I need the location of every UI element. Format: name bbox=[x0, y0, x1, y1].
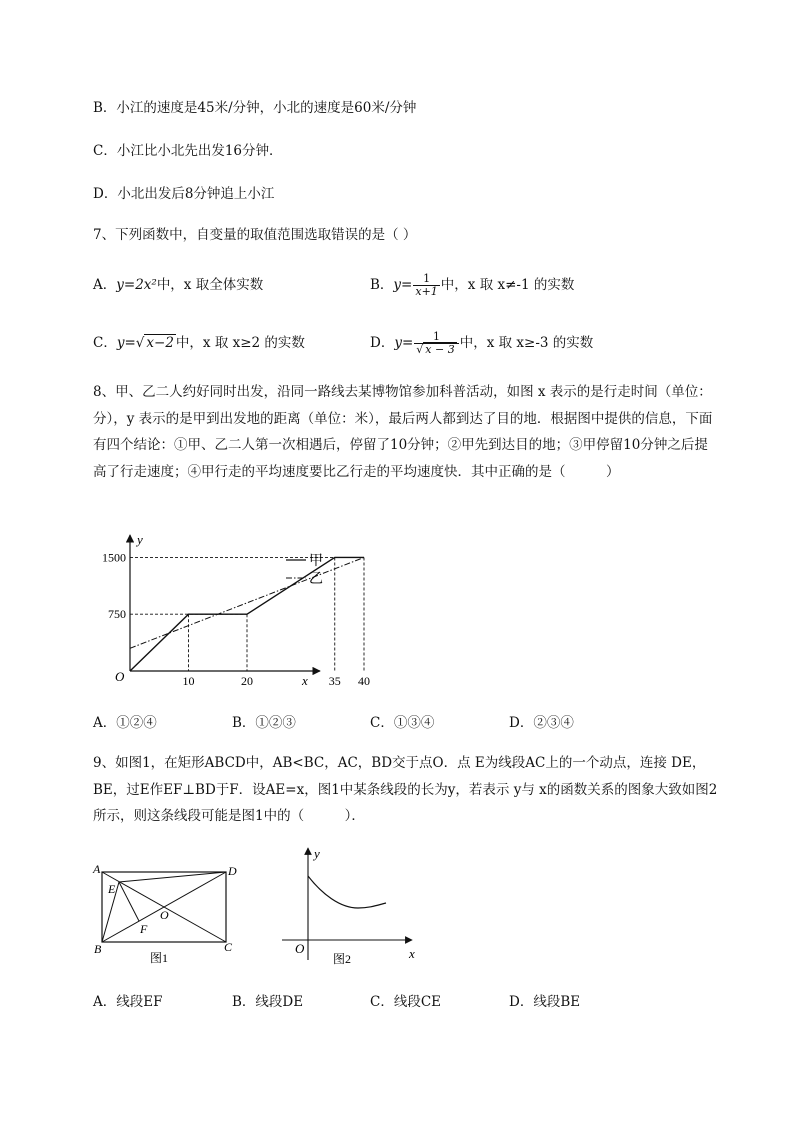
q8-y-tick-750: 750 bbox=[108, 607, 126, 622]
q6-option-d: D．小北出发后8分钟追上小江 bbox=[93, 186, 275, 202]
q7-d-num: 1 bbox=[414, 331, 458, 344]
q8-x-axis-label: x bbox=[302, 673, 308, 688]
q9-option-b: B．线段DE bbox=[232, 994, 304, 1010]
q9-option-c: C．线段CE bbox=[370, 994, 442, 1010]
q8-option-a: A．①②④ bbox=[93, 715, 157, 731]
q8-chart bbox=[90, 525, 370, 695]
q7-c-sqrt-sign: √ bbox=[135, 335, 145, 351]
q9-label-o: O bbox=[160, 908, 169, 922]
q9-figure-1 bbox=[88, 858, 248, 970]
q9-fig2-curve bbox=[308, 876, 386, 908]
q8-x-tick-20: 20 bbox=[241, 674, 253, 688]
q8-x-tick-35: 35 bbox=[328, 674, 341, 688]
q9-figure-2-caption: 图2 bbox=[333, 952, 352, 966]
q7-d-label: D． bbox=[370, 335, 395, 351]
q7-d-tail: 中，x 取 x≥-3 的实数 bbox=[459, 335, 594, 351]
q8-tick-labels bbox=[102, 550, 370, 688]
q7-b-y: y= bbox=[393, 277, 413, 293]
q9-label-a: A bbox=[93, 862, 101, 876]
q9-label-f: F bbox=[140, 922, 148, 936]
q7-a-expr: y=2x² bbox=[116, 277, 157, 293]
q7-a-label: A． bbox=[93, 277, 117, 293]
q8-legend bbox=[286, 553, 323, 587]
q7-d-sqrt-sign: √ bbox=[416, 343, 424, 356]
q9-option-d: D．线段BE bbox=[509, 994, 581, 1010]
q8-option-d: D．②③④ bbox=[509, 715, 574, 731]
q6-option-c: C．小江比小北先出发16分钟． bbox=[93, 143, 283, 159]
q7-option-b bbox=[370, 268, 574, 302]
q7-c-radicand: x−2 bbox=[146, 335, 174, 351]
q7-b-tail: 中，x 取 x≠-1 的实数 bbox=[440, 277, 575, 293]
q7-b-den: x+1 bbox=[415, 285, 438, 298]
q8-y-axis-label: y bbox=[137, 532, 143, 547]
q9-fig2-x-label: x bbox=[409, 946, 415, 961]
q7-option-d bbox=[370, 325, 593, 361]
q7-b-label: B． bbox=[370, 277, 394, 293]
q9-label-c: C bbox=[224, 940, 233, 954]
q8-option-c: C．①③④ bbox=[370, 715, 435, 731]
q7-option-a bbox=[93, 275, 263, 295]
q9-label-b: B bbox=[94, 942, 102, 956]
q8-x-tick-10: 10 bbox=[182, 674, 195, 688]
q9-stem: 9、如图1，在矩形ABCD中，AB<BC，AC，BD交于点O．点 E为线段AC上的一个动点，连接 DE，BE，过E作EF⊥BD于F．设AE=x，图1中某条线段的长为y，若表示 y与 x的函数关系的图象大致如图2所示，则这条线段可能是图1中的（ ）． bbox=[93, 755, 718, 824]
q9-label-e: E bbox=[108, 882, 116, 896]
q9-fig2-origin: O bbox=[295, 941, 305, 956]
q8-y-tick-1500: 1500 bbox=[102, 550, 126, 565]
q9-figure-2 bbox=[278, 842, 428, 967]
q7-b-fraction bbox=[413, 273, 439, 298]
q9-fig2-y-label: y bbox=[314, 846, 320, 861]
q7-a-tail: 中，x 取全体实数 bbox=[156, 277, 264, 293]
q8-origin-label: O bbox=[115, 669, 125, 684]
q9-segment-ef bbox=[119, 882, 139, 921]
q7-b-num: 1 bbox=[413, 273, 439, 286]
q8-legend-yi: 乙 bbox=[309, 572, 323, 587]
q6-option-b: B．小江的速度是45米/分钟，小北的速度是60米/分钟 bbox=[93, 100, 417, 116]
q9-option-a: A．线段EF bbox=[93, 994, 163, 1010]
q8-legend-jia: 甲 bbox=[309, 554, 323, 569]
q8-option-b: B．①②③ bbox=[232, 715, 296, 731]
q7-option-c bbox=[93, 333, 305, 353]
q7-d-y: y= bbox=[394, 335, 414, 351]
q7-stem: 7、下列函数中，自变量的取值范围选取错误的是（ ） bbox=[93, 227, 417, 243]
q7-d-fraction bbox=[414, 331, 458, 356]
q7-c-label: C． bbox=[93, 335, 117, 351]
q7-d-den bbox=[414, 344, 458, 356]
q7-c-tail: 中，x 取 x≥2 的实数 bbox=[175, 335, 305, 351]
q7-d-radicand: x − 3 bbox=[425, 343, 455, 356]
q7-c-y: y= bbox=[116, 335, 136, 351]
q9-figure-1-caption: 图1 bbox=[150, 951, 169, 965]
q8-stem: 8、甲、乙二人约好同时出发，沿同一路线去某博物馆参加科普活动，如图 x 表示的是行走时间（单位：分），y 表示的是甲到出发地的距离（单位：米），最后两人都到达了目的地．根据图中提供的信息，下面有四个结论：①甲、乙二人第一次相遇后，停留了10分钟；②甲先到达目的地；③甲停留10分钟之后提高了行走速度；④甲行走的平均速度要比乙行走的平均速度快．其中正确的是（ ） bbox=[93, 384, 713, 480]
q9-label-d: D bbox=[228, 864, 237, 878]
q8-x-tick-40: 40 bbox=[358, 674, 370, 688]
